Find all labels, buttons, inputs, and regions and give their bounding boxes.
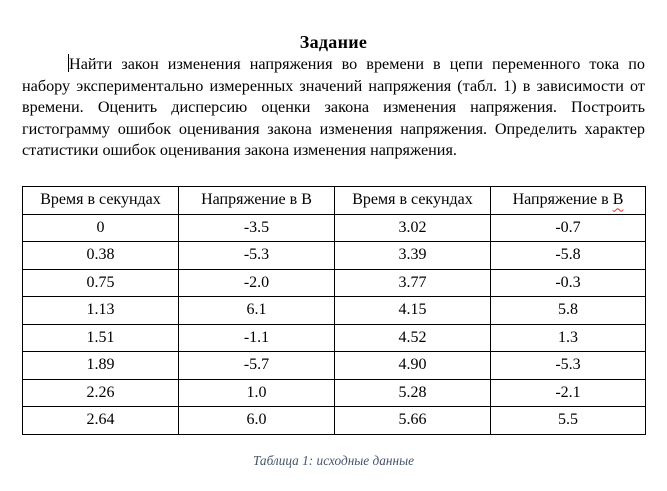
cell-voltage-1: -1.1	[179, 324, 335, 352]
cell-voltage-2: 1.3	[491, 324, 646, 352]
cell-time-2: 4.90	[335, 352, 491, 380]
cell-time-1: 0.38	[23, 242, 179, 270]
cell-time-2: 4.15	[335, 297, 491, 325]
spellcheck-marked-unit: В	[612, 191, 624, 209]
cell-time-1: 1.89	[23, 352, 179, 380]
cell-time-1: 1.13	[23, 297, 179, 325]
cell-voltage-1: 6.1	[179, 297, 335, 325]
table-row	[23, 352, 646, 380]
header-time-2: Время в секундах	[335, 187, 491, 215]
cell-voltage-2: -2.1	[491, 379, 646, 407]
table-row	[23, 269, 646, 297]
cell-time-1: 0	[23, 214, 179, 242]
cell-voltage-2: 5.5	[491, 407, 646, 435]
cell-voltage-2: -0.7	[491, 214, 646, 242]
cell-time-1: 0.75	[23, 269, 179, 297]
cell-voltage-2: -5.8	[491, 242, 646, 270]
header-voltage-1: Напряжение в В	[179, 187, 335, 215]
table-caption: Таблица 1: исходные данные	[253, 453, 414, 468]
cell-time-2: 5.28	[335, 379, 491, 407]
table-header-row	[23, 187, 646, 215]
document-page	[22, 30, 645, 468]
header-time-1: Время в секундах	[23, 187, 179, 215]
cell-time-2: 3.39	[335, 242, 491, 270]
cell-voltage-1: -3.5	[179, 214, 335, 242]
cell-time-2: 3.02	[335, 214, 491, 242]
cell-time-2: 5.66	[335, 407, 491, 435]
cell-voltage-1: -5.7	[179, 352, 335, 380]
table-row	[23, 379, 646, 407]
cell-voltage-1: -2.0	[179, 269, 335, 297]
task-paragraph-text: Найти закон изменения напряжения во времени в цепи переменного тока по набору экспериментально измеренных значений напряжения (табл. 1) в зависимости от времени. Оценить дисперсию оценки закона изменения напряжения. Построить гистограмму ошибок оценивания закона изменения напряжения. Определить характер статистики ошибок оценивания закона изменения напряжения.	[22, 55, 645, 160]
cell-voltage-2: 5.8	[491, 297, 646, 325]
cell-time-1: 2.26	[23, 379, 179, 407]
cell-time-1: 1.51	[23, 324, 179, 352]
task-paragraph[interactable]	[22, 54, 645, 162]
header-voltage-2-prefix: Напряжение в	[512, 191, 613, 209]
cell-time-2: 4.52	[335, 324, 491, 352]
table-row	[23, 407, 646, 435]
cell-time-1: 2.64	[23, 407, 179, 435]
table-row	[23, 297, 646, 325]
table-row	[23, 242, 646, 270]
table-row	[23, 214, 646, 242]
cell-voltage-1: 6.0	[179, 407, 335, 435]
cell-voltage-1: -5.3	[179, 242, 335, 270]
cell-voltage-1: 1.0	[179, 379, 335, 407]
data-table	[22, 186, 646, 435]
cell-voltage-2: -0.3	[491, 269, 646, 297]
table-row	[23, 324, 646, 352]
header-voltage-2	[491, 187, 646, 215]
document-title: Задание	[299, 32, 368, 52]
cell-voltage-2: -5.3	[491, 352, 646, 380]
cell-time-2: 3.77	[335, 269, 491, 297]
